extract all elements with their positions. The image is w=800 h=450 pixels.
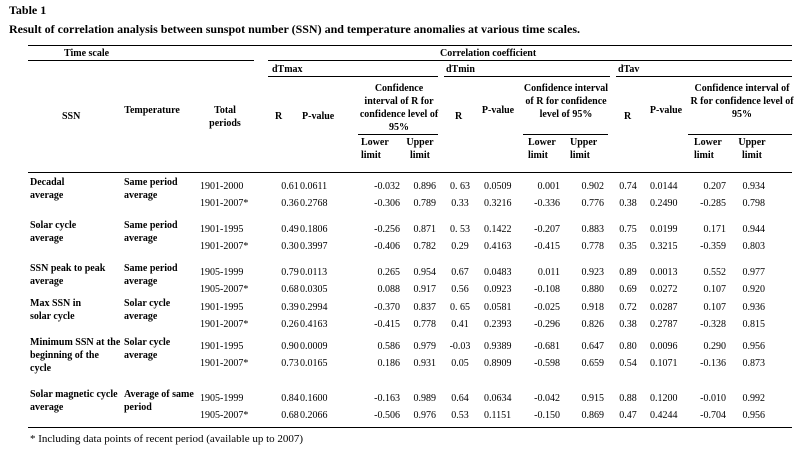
value-cell: 0.73 bbox=[281, 358, 299, 369]
value-cell: 0.586 bbox=[377, 341, 400, 352]
value-cell: 0.2994 bbox=[300, 302, 328, 313]
value-cell: 0.290 bbox=[703, 341, 726, 352]
value-cell: 0.68 bbox=[281, 284, 299, 295]
value-cell: 0.49 bbox=[281, 224, 299, 235]
period-cell: 1901-2000 bbox=[200, 181, 244, 192]
value-cell: 0.80 bbox=[619, 341, 637, 352]
value-cell: 0.0634 bbox=[484, 393, 512, 404]
temperature-label: Same period average bbox=[124, 263, 178, 287]
header-dtmax: dTmax bbox=[272, 64, 303, 75]
value-cell: 0.0581 bbox=[484, 302, 512, 313]
value-cell: 0.0611 bbox=[300, 181, 328, 192]
header-bottom-rule bbox=[28, 172, 792, 173]
value-cell: 0.84 bbox=[281, 393, 299, 404]
value-cell: -0.336 bbox=[534, 198, 560, 209]
value-cell: 0.0509 bbox=[484, 181, 512, 192]
header-p-dtmax: P-value bbox=[302, 111, 335, 122]
value-cell: 0.8909 bbox=[484, 358, 512, 369]
period-cell: 1905-2007* bbox=[200, 410, 249, 421]
value-cell: 0.0096 bbox=[650, 341, 678, 352]
value-cell: -0.163 bbox=[374, 393, 400, 404]
header-p-dtav: P-value bbox=[649, 105, 683, 116]
value-cell: 0.956 bbox=[742, 341, 765, 352]
header-dtav: dTav bbox=[618, 64, 640, 75]
value-cell: -0.415 bbox=[374, 319, 400, 330]
value-cell: 0.4163 bbox=[300, 319, 328, 330]
value-cell: -0.328 bbox=[700, 319, 726, 330]
value-cell: 0.41 bbox=[451, 319, 469, 330]
value-cell: 0.0165 bbox=[300, 358, 328, 369]
value-cell: 0.782 bbox=[413, 241, 436, 252]
value-cell: 0.778 bbox=[581, 241, 604, 252]
value-cell: 0.67 bbox=[451, 267, 469, 278]
value-cell: 0.915 bbox=[581, 393, 604, 404]
value-cell: 0.647 bbox=[581, 341, 604, 352]
value-cell: 0.883 bbox=[581, 224, 604, 235]
temperature-label: Average of same period bbox=[124, 389, 194, 413]
value-cell: 0.803 bbox=[742, 241, 765, 252]
value-cell: -0.296 bbox=[534, 319, 560, 330]
value-cell: 0.107 bbox=[703, 284, 726, 295]
value-cell: -0.285 bbox=[700, 198, 726, 209]
header-total-periods: Total periods bbox=[209, 105, 241, 129]
value-cell: 0.26 bbox=[281, 319, 299, 330]
time-scale-underline bbox=[28, 60, 254, 61]
value-cell: 0.39 bbox=[281, 302, 299, 313]
value-cell: 0.74 bbox=[619, 181, 637, 192]
header-upper-dtmax: Upper limit bbox=[406, 137, 434, 161]
value-cell: 0.0013 bbox=[650, 267, 678, 278]
temperature-label: Solar cycle average bbox=[124, 298, 171, 322]
value-cell: 0.29 bbox=[451, 241, 469, 252]
value-cell: -0.370 bbox=[374, 302, 400, 313]
value-cell: 0.0272 bbox=[650, 284, 678, 295]
value-cell: 0.9389 bbox=[484, 341, 512, 352]
header-upper-dtav: Upper limit bbox=[738, 137, 766, 161]
dtmin-underline bbox=[444, 76, 610, 77]
value-cell: 0.976 bbox=[413, 410, 436, 421]
header-dtmin: dTmin bbox=[446, 64, 475, 75]
header-lower-dtav: Lower limit bbox=[694, 137, 722, 161]
header-correlation-coefficient: Correlation coefficient bbox=[440, 48, 537, 59]
value-cell: 0.1071 bbox=[650, 358, 678, 369]
value-cell: -0.704 bbox=[700, 410, 726, 421]
top-rule bbox=[28, 45, 792, 46]
value-cell: -0.681 bbox=[534, 341, 560, 352]
value-cell: 0.0483 bbox=[484, 267, 512, 278]
header-ci-dtmin: Confidence interval of R for confidence level of 95% bbox=[523, 83, 609, 120]
temperature-label: Same period average bbox=[124, 177, 178, 201]
value-cell: 0.936 bbox=[742, 302, 765, 313]
period-cell: 1905-2007* bbox=[200, 284, 249, 295]
value-cell: 0.880 bbox=[581, 284, 604, 295]
value-cell: 0.0113 bbox=[300, 267, 328, 278]
header-lower-dtmax: Lower limit bbox=[361, 137, 389, 161]
table-caption: Result of correlation analysis between sunspot number (SSN) and temperature anomalies at various time scales. bbox=[9, 22, 580, 36]
value-cell: 0.38 bbox=[619, 198, 637, 209]
ssn-label: Solar cycle average bbox=[30, 220, 77, 244]
value-cell: 0.2490 bbox=[650, 198, 678, 209]
value-cell: -0.306 bbox=[374, 198, 400, 209]
table-label: Table 1 bbox=[9, 3, 47, 17]
value-cell: 0.920 bbox=[742, 284, 765, 295]
value-cell: -0.042 bbox=[534, 393, 560, 404]
value-cell: 0.0144 bbox=[650, 181, 678, 192]
value-cell: 0.2768 bbox=[300, 198, 328, 209]
ssn-label: Decadal average bbox=[30, 177, 65, 201]
value-cell: 0.815 bbox=[742, 319, 765, 330]
value-cell: 0.798 bbox=[742, 198, 765, 209]
value-cell: 0.56 bbox=[451, 284, 469, 295]
value-cell: -0.150 bbox=[534, 410, 560, 421]
value-cell: -0.256 bbox=[374, 224, 400, 235]
value-cell: 0.47 bbox=[619, 410, 637, 421]
value-cell: 0.979 bbox=[413, 341, 436, 352]
value-cell: 0.896 bbox=[413, 181, 436, 192]
value-cell: -0.032 bbox=[374, 181, 400, 192]
header-r-dtmin: R bbox=[455, 111, 463, 122]
period-cell: 1901-1995 bbox=[200, 224, 244, 235]
value-cell: 0. 63 bbox=[450, 181, 470, 192]
value-cell: -0.025 bbox=[534, 302, 560, 313]
period-cell: 1905-1999 bbox=[200, 393, 244, 404]
header-lower-dtmin: Lower limit bbox=[528, 137, 556, 161]
value-cell: 0.011 bbox=[537, 267, 560, 278]
value-cell: 0.871 bbox=[413, 224, 436, 235]
value-cell: 0.931 bbox=[413, 358, 436, 369]
value-cell: 0.869 bbox=[581, 410, 604, 421]
value-cell: 0.659 bbox=[581, 358, 604, 369]
value-cell: 0.902 bbox=[581, 181, 604, 192]
header-upper-dtmin: Upper limit bbox=[570, 137, 598, 161]
value-cell: 0.917 bbox=[413, 284, 436, 295]
value-cell: 0.33 bbox=[451, 198, 469, 209]
value-cell: 0.989 bbox=[413, 393, 436, 404]
value-cell: 0.4244 bbox=[650, 410, 678, 421]
period-cell: 1901-2007* bbox=[200, 358, 249, 369]
value-cell: 0.265 bbox=[377, 267, 400, 278]
value-cell: 0.3215 bbox=[650, 241, 678, 252]
value-cell: 0.75 bbox=[619, 224, 637, 235]
value-cell: 0. 65 bbox=[450, 302, 470, 313]
value-cell: 0.837 bbox=[413, 302, 436, 313]
value-cell: 0.992 bbox=[742, 393, 765, 404]
value-cell: 0.88 bbox=[619, 393, 637, 404]
ssn-label: Solar magnetic cycle average bbox=[30, 389, 118, 413]
value-cell: 0.0009 bbox=[300, 341, 328, 352]
value-cell: 0.2066 bbox=[300, 410, 328, 421]
value-cell: 0.30 bbox=[281, 241, 299, 252]
value-cell: 0.934 bbox=[742, 181, 765, 192]
value-cell: 0.207 bbox=[703, 181, 726, 192]
value-cell: 0.923 bbox=[581, 267, 604, 278]
value-cell: 0.1200 bbox=[650, 393, 678, 404]
value-cell: 0.1806 bbox=[300, 224, 328, 235]
value-cell: -0.415 bbox=[534, 241, 560, 252]
period-cell: 1901-1995 bbox=[200, 302, 244, 313]
value-cell: 0.53 bbox=[451, 410, 469, 421]
header-p-dtmin: P-value bbox=[481, 105, 515, 116]
value-cell: -0.108 bbox=[534, 284, 560, 295]
ssn-label: Max SSN in solar cycle bbox=[30, 298, 82, 322]
value-cell: 0.68 bbox=[281, 410, 299, 421]
value-cell: 0.0923 bbox=[484, 284, 512, 295]
temperature-label: Solar cycle average bbox=[124, 337, 171, 361]
ssn-label: Minimum SSN at the beginning of the cycle bbox=[30, 337, 121, 374]
value-cell: 0.3216 bbox=[484, 198, 512, 209]
value-cell: 0.72 bbox=[619, 302, 637, 313]
dtmax-underline bbox=[268, 76, 438, 77]
header-temperature: Temperature bbox=[124, 105, 180, 116]
value-cell: 0.918 bbox=[581, 302, 604, 313]
value-cell: 0.944 bbox=[742, 224, 765, 235]
value-cell: -0.207 bbox=[534, 224, 560, 235]
value-cell: 0.873 bbox=[742, 358, 765, 369]
value-cell: 0.1600 bbox=[300, 393, 328, 404]
footnote: * Including data points of recent period (available up to 2007) bbox=[30, 433, 304, 445]
value-cell: -0.359 bbox=[700, 241, 726, 252]
header-ci-dtav: Confidence interval of R for confidence level of 95% bbox=[690, 83, 794, 120]
value-cell: 0.05 bbox=[451, 358, 469, 369]
value-cell: 0.89 bbox=[619, 267, 637, 278]
ci-underline-dtav bbox=[688, 134, 792, 135]
header-ci-dtmax: Confidence interval of R for confidence level of 95% bbox=[359, 83, 439, 133]
value-cell: 0.171 bbox=[703, 224, 726, 235]
value-cell: 0.2393 bbox=[484, 319, 512, 330]
header-r-dtmax: R bbox=[275, 111, 283, 122]
value-cell: 0.3997 bbox=[300, 241, 328, 252]
value-cell: -0.03 bbox=[449, 341, 471, 352]
temperature-label: Same period average bbox=[124, 220, 178, 244]
value-cell: 0.1422 bbox=[484, 224, 512, 235]
header-r-dtav: R bbox=[624, 111, 632, 122]
period-cell: 1901-2007* bbox=[200, 319, 249, 330]
value-cell: 0.0287 bbox=[650, 302, 678, 313]
value-cell: 0.2787 bbox=[650, 319, 678, 330]
header-ssn: SSN bbox=[62, 111, 81, 122]
ci-underline-dtmin bbox=[523, 134, 608, 135]
correlation-underline bbox=[268, 60, 792, 61]
ssn-label: SSN peak to peak average bbox=[30, 263, 106, 287]
value-cell: 0.977 bbox=[742, 267, 765, 278]
value-cell: -0.010 bbox=[700, 393, 726, 404]
value-cell: 0.776 bbox=[581, 198, 604, 209]
value-cell: 0.956 bbox=[742, 410, 765, 421]
header-time-scale: Time scale bbox=[64, 48, 110, 59]
value-cell: 0.954 bbox=[413, 267, 436, 278]
period-cell: 1905-1999 bbox=[200, 267, 244, 278]
value-cell: -0.406 bbox=[374, 241, 400, 252]
value-cell: 0.64 bbox=[451, 393, 469, 404]
value-cell: 0.0199 bbox=[650, 224, 678, 235]
value-cell: 0.35 bbox=[619, 241, 637, 252]
value-cell: 0.186 bbox=[377, 358, 400, 369]
value-cell: 0.61 bbox=[281, 181, 299, 192]
value-cell: 0.69 bbox=[619, 284, 637, 295]
value-cell: 0.001 bbox=[537, 181, 560, 192]
value-cell: -0.598 bbox=[534, 358, 560, 369]
value-cell: 0. 53 bbox=[450, 224, 470, 235]
value-cell: -0.136 bbox=[700, 358, 726, 369]
value-cell: 0.107 bbox=[703, 302, 726, 313]
value-cell: 0.552 bbox=[703, 267, 726, 278]
value-cell: 0.36 bbox=[281, 198, 299, 209]
value-cell: 0.0305 bbox=[300, 284, 328, 295]
value-cell: 0.38 bbox=[619, 319, 637, 330]
value-cell: 0.088 bbox=[377, 284, 400, 295]
value-cell: 0.789 bbox=[413, 198, 436, 209]
value-cell: 0.1151 bbox=[484, 410, 512, 421]
period-cell: 1901-2007* bbox=[200, 198, 249, 209]
period-cell: 1901-2007* bbox=[200, 241, 249, 252]
ci-underline-dtmax bbox=[358, 134, 438, 135]
value-cell: 0.90 bbox=[281, 341, 299, 352]
value-cell: 0.4163 bbox=[484, 241, 512, 252]
value-cell: 0.54 bbox=[619, 358, 637, 369]
dtav-underline bbox=[616, 76, 792, 77]
period-cell: 1901-1995 bbox=[200, 341, 244, 352]
value-cell: 0.778 bbox=[413, 319, 436, 330]
bottom-rule bbox=[28, 427, 792, 428]
value-cell: -0.506 bbox=[374, 410, 400, 421]
value-cell: 0.826 bbox=[581, 319, 604, 330]
value-cell: 0.79 bbox=[281, 267, 299, 278]
